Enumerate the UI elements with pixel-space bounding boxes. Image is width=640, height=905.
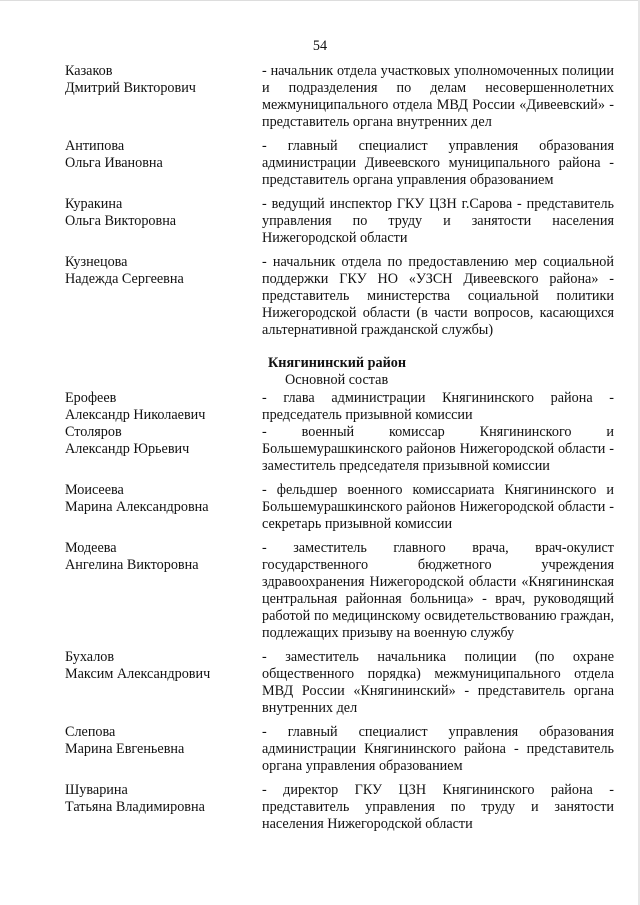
member-entry [0,254,640,339]
member-role: - фельдшер военного комиссариата Княгининского и Большемурашкинского районов Нижегородской области - секретарь призывной комиссии [262,482,614,532]
member-surname: Антипова [65,138,125,154]
member-role: - заместитель главного врача, врач-окулист государственного бюджетного учреждения здравоохранения Нижегородской области «Княгининская центральная районная больница» - врач, руководящий работой по медицинскому освидетельствованию граждан, подлежащих призыву на военную службу [262,540,614,641]
member-surname: Бухалов [65,649,115,665]
member-given-name: Александр Николаевич [65,407,206,423]
member-surname: Куракина [65,196,123,212]
member-surname: Шуварина [65,782,128,798]
member-role: - начальник отдела участковых уполномоченных полиции и подразделения по делам несовершеннолетних межмуниципального отдела МВД России «Дивеевский» - представитель органа внутренних дел [262,63,614,130]
member-name [65,424,250,458]
member-name [65,390,250,424]
member-given-name: Татьяна Владимировна [65,799,205,815]
member-name [65,63,250,97]
member-role: - глава администрации Княгининского района - председатель призывной комиссии [262,390,614,423]
member-given-name: Ольга Ивановна [65,155,163,171]
member-name [65,138,250,172]
member-entry [0,196,640,247]
member-role: - заместитель начальника полиции (по охране общественного порядка) межмуниципального отдела МВД России «Княгининский» - представитель органа внутренних дел [262,649,614,716]
member-given-name: Александр Юрьевич [65,441,190,457]
member-name [65,782,250,816]
member-name [65,482,250,516]
member-entry [0,138,640,189]
member-given-name: Марина Александровна [65,499,209,515]
member-name [65,540,250,574]
member-entry [0,424,640,475]
member-entry [0,63,640,131]
member-entry [0,649,640,717]
member-role: - главный специалист управления образования администрации Дивеевского муниципального района - представитель органа управления образованием [262,138,614,188]
commission-list [0,63,640,833]
member-entry [0,540,640,642]
member-given-name: Надежда Сергеевна [65,271,184,287]
member-surname: Казаков [65,63,113,79]
member-surname: Слепова [65,724,116,740]
member-surname: Модеева [65,540,117,556]
member-surname: Столяров [65,424,122,440]
member-surname: Моисеева [65,482,124,498]
top-rule [0,0,640,1]
subsection-title: Основной состав [285,372,389,388]
member-given-name: Ольга Викторовна [65,213,177,229]
member-entry [0,724,640,775]
member-name [65,724,250,758]
member-entry [0,482,640,533]
member-name [65,254,250,288]
member-entry [0,782,640,833]
member-given-name: Марина Евгеньевна [65,741,185,757]
member-name [65,649,250,683]
member-role: - начальник отдела по предоставлению мер социальной поддержки ГКУ НО «УЗСН Дивеевского района» - представитель министерства социальной политики Нижегородской области (в части вопросов, касающихся альтернативной гражданской службы) [262,254,614,338]
member-surname: Ерофеев [65,390,117,406]
member-name [65,196,250,230]
member-role: - главный специалист управления образования администрации Княгининского района - представитель органа управления образованием [262,724,614,774]
member-role: - директор ГКУ ЦЗН Княгининского района - представитель управления по труду и занятости населения Нижегородской области [262,782,614,832]
member-surname: Кузнецова [65,254,128,270]
section-title: Княгининский район [268,355,407,371]
member-role: - военный комиссар Княгининского и Большемурашкинского районов Нижегородской области - заместитель председателя призывной комиссии [262,424,614,474]
member-given-name: Ангелина Викторовна [65,557,199,573]
member-role: - ведущий инспектор ГКУ ЦЗН г.Сарова - представитель управления по труду и занятости населения Нижегородской области [262,196,614,246]
member-given-name: Максим Александрович [65,666,211,682]
member-entry [0,390,640,424]
member-given-name: Дмитрий Викторович [65,80,196,96]
page-number: 54 [312,38,328,54]
